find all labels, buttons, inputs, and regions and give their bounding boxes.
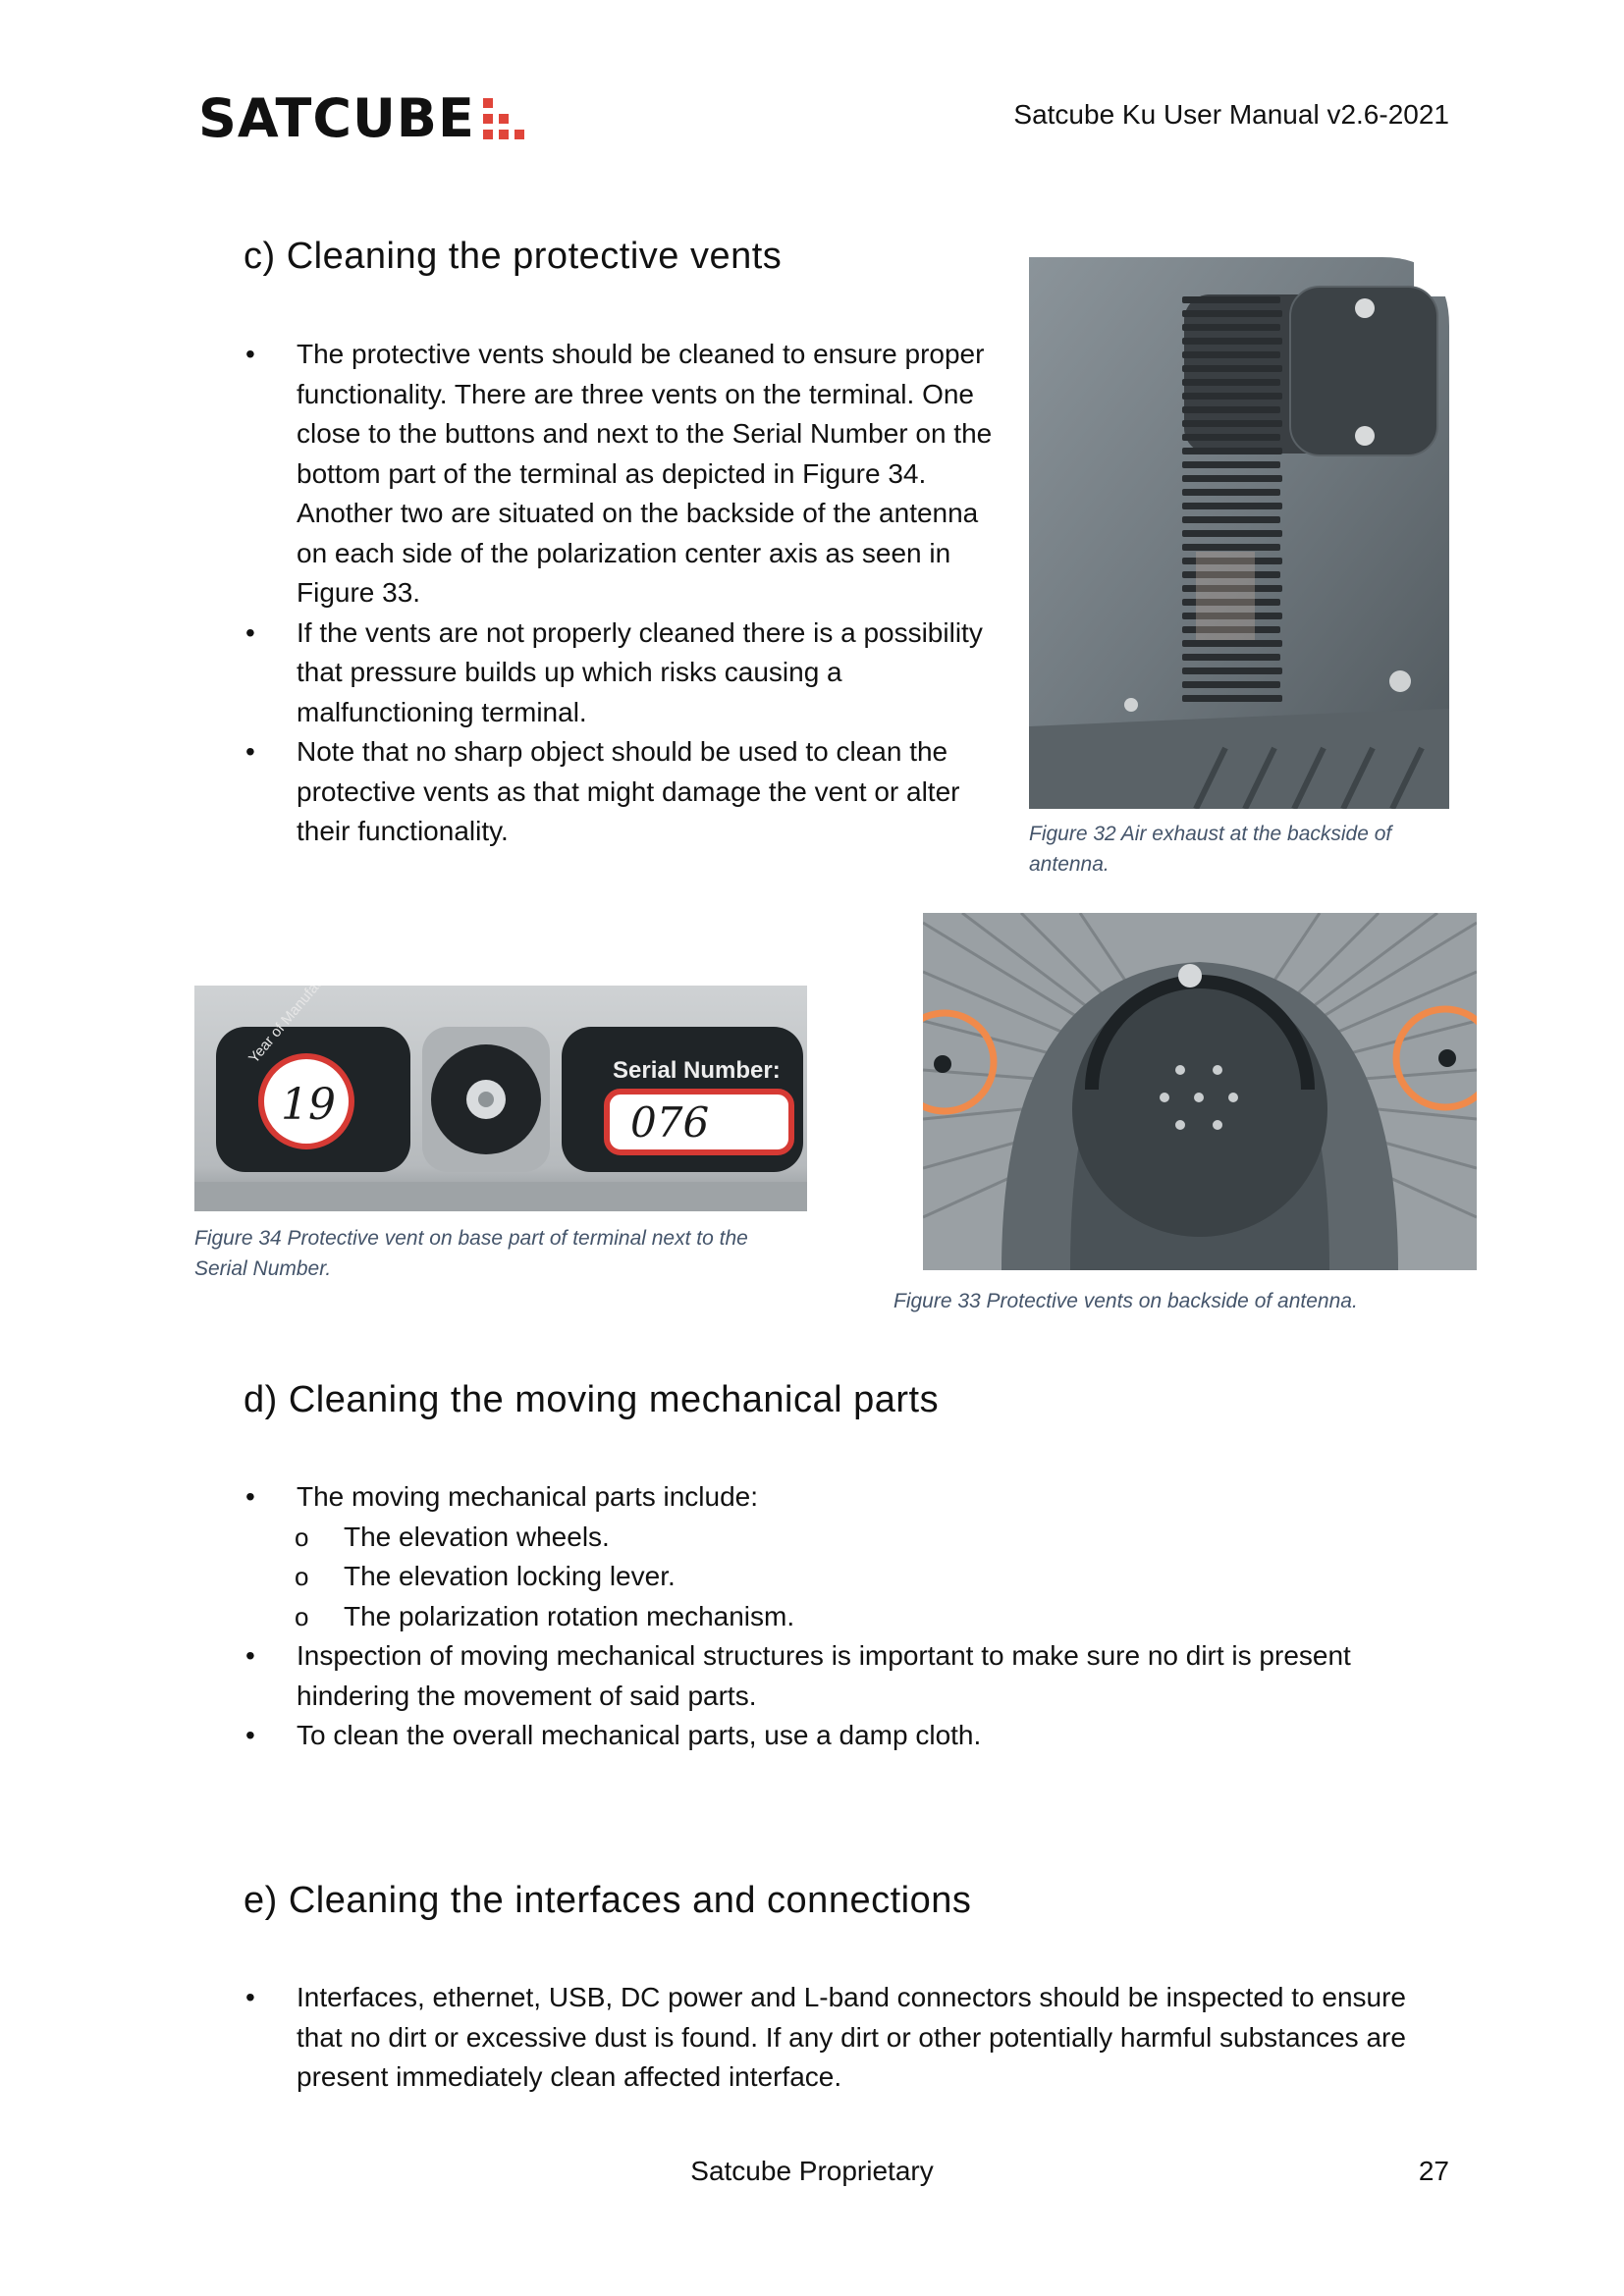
serial-number-label: Serial Number: bbox=[613, 1057, 781, 1084]
air-exhaust-photo bbox=[1029, 257, 1449, 809]
logo-dots-icon bbox=[483, 98, 524, 139]
sub-list-item: o The polarization rotation mechanism. bbox=[245, 1597, 1453, 1637]
list-item: • If the vents are not properly cleaned there is a possibility that pressure builds up which risks causing a malfunctioning terminal. bbox=[245, 614, 1011, 733]
section-c-heading: c) Cleaning the protective vents bbox=[244, 236, 783, 277]
list-item bbox=[245, 1477, 1453, 1636]
list-item: • To clean the overall mechanical parts, use a damp cloth. bbox=[245, 1716, 1453, 1756]
section-d-bullet-list bbox=[245, 1477, 1453, 1756]
sub-list-item: o The elevation locking lever. bbox=[245, 1557, 1453, 1597]
figure-34-caption: Figure 34 Protective vent on base part of terminal next to the Serial Number. bbox=[194, 1227, 748, 1280]
sub-list bbox=[245, 1518, 1453, 1637]
satcube-logo bbox=[198, 87, 524, 149]
document-title: Satcube Ku User Manual v2.6-2021 bbox=[1013, 99, 1449, 130]
page-number: 27 bbox=[1418, 2156, 1449, 2186]
figure-33-caption: Figure 33 Protective vents on backside of antenna. bbox=[893, 1290, 1358, 1312]
antenna-backside-photo bbox=[923, 913, 1477, 1270]
list-item: • Interfaces, ethernet, USB, DC power and L-band connectors should be inspected to ensure that no dirt or excessive dust is found. If any dirt or other potentially harmful substances are present immediately clean affected interface. bbox=[245, 1978, 1453, 2098]
footer-text: Satcube Proprietary bbox=[690, 2156, 934, 2186]
year-value: 19 bbox=[281, 1080, 336, 1130]
section-e-heading: e) Cleaning the interfaces and connections bbox=[244, 1880, 972, 1921]
figure-32-caption: Figure 32 Air exhaust at the backside of antenna. bbox=[1029, 823, 1392, 876]
figure-34-image bbox=[194, 986, 807, 1211]
list-item: • Note that no sharp object should be used to clean the protective vents as that might damage the vent or alter their functionality. bbox=[245, 732, 1011, 852]
serial-value: 076 bbox=[630, 1098, 710, 1147]
section-d-heading: d) Cleaning the moving mechanical parts bbox=[244, 1379, 940, 1420]
logo-text: SATCUBE bbox=[198, 87, 475, 149]
list-item-text: The moving mechanical parts include: bbox=[297, 1481, 759, 1512]
section-c-bullet-list bbox=[245, 335, 1011, 852]
sub-list-item: o The elevation wheels. bbox=[245, 1518, 1453, 1558]
list-item: • The protective vents should be cleaned to ensure proper functionality. There are three vents on the terminal. One close to the buttons and next to the Serial Number on the bottom part of the terminal as depicted in Figure 34. Another two are situated on the backside of the antenna on each side of the polarization center axis as seen in Figure 33. bbox=[245, 335, 1011, 614]
section-e-bullet-list bbox=[245, 1978, 1453, 2098]
figure-33-image bbox=[923, 913, 1477, 1270]
figure-32-image bbox=[1029, 257, 1449, 809]
list-item: • Inspection of moving mechanical structures is important to make sure no dirt is present hindering the movement of said parts. bbox=[245, 1636, 1453, 1716]
serial-number-panel-photo bbox=[194, 986, 807, 1211]
